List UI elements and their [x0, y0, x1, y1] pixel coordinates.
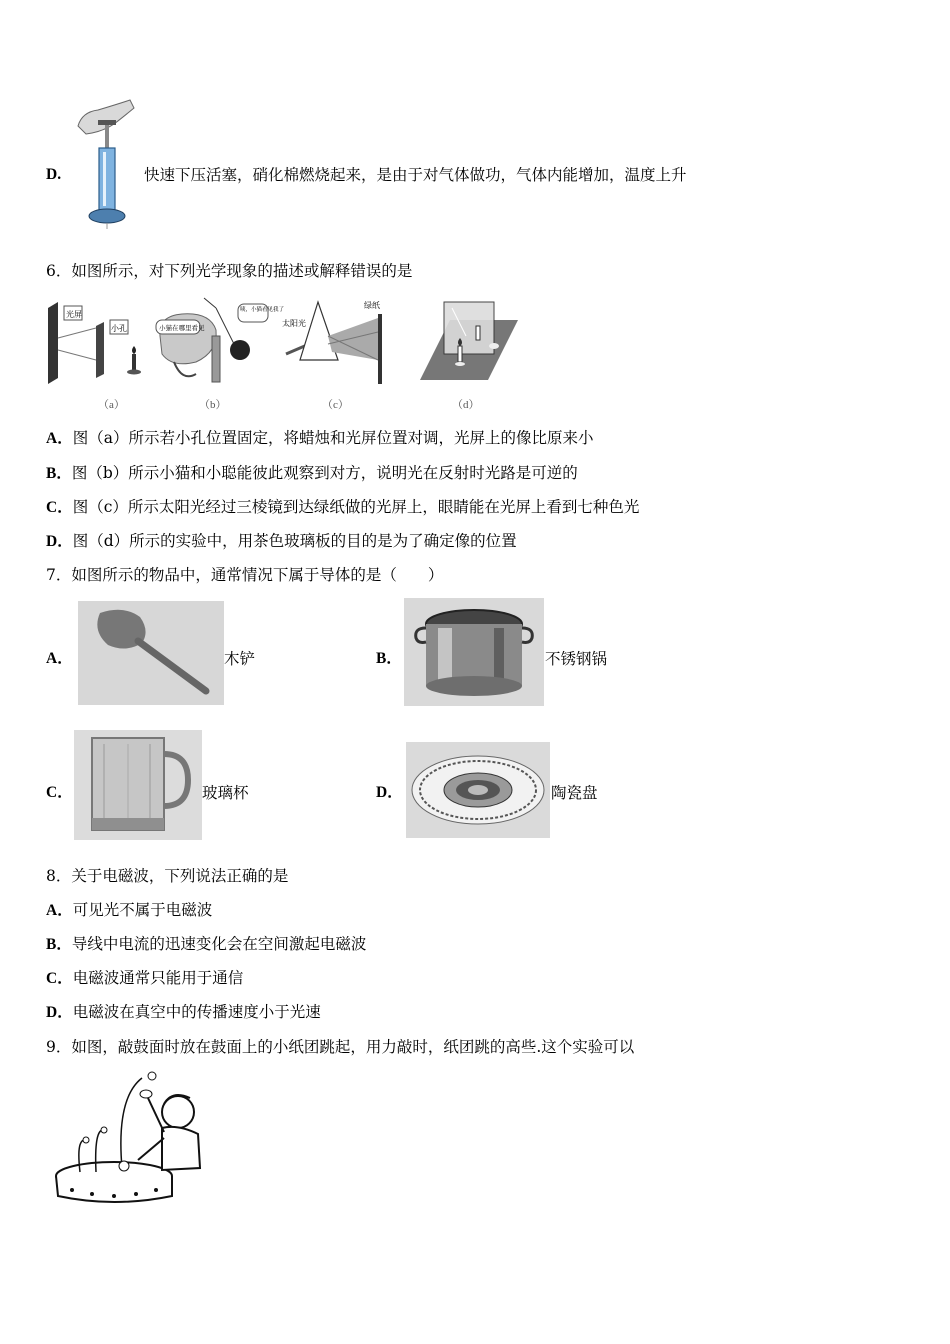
q8-option-c — [46, 968, 243, 989]
q6-fig-b-cat-bubble: 小猫在哪里看见 — [159, 324, 205, 332]
pump-cylinder-figure — [72, 98, 142, 230]
q7-option-c-label: C． — [46, 784, 73, 801]
q6-option-c — [46, 497, 639, 518]
wooden-spatula-photo — [78, 601, 224, 705]
q7-option-a-text: 木铲 — [224, 650, 256, 668]
q8-option-d-text: 电磁波在真空中的传播速度小于光速 — [72, 1003, 321, 1021]
q8-option-b — [46, 934, 366, 955]
q6-stem: 6．如图所示，对下列光学现象的描述或解释错误的是 — [46, 262, 413, 280]
q6-fig-c-sun-label: 太阳光 — [282, 319, 306, 328]
q7-option-a-label: A． — [46, 650, 73, 667]
q8-stem: 8．关于电磁波，下列说法正确的是 — [46, 867, 289, 885]
q8-option-a-text: 可见光不属于电磁波 — [72, 901, 213, 919]
q9-stem: 9．如图，敲鼓面时放在鼓面上的小纸团跳起，用力敲时，纸团跳的高些.这个实验可以 — [46, 1038, 635, 1056]
q7-option-d-label: D． — [376, 784, 403, 801]
stainless-pot-photo — [404, 598, 544, 706]
q6-option-d — [46, 531, 517, 552]
q6-figure-a-pinhole — [44, 298, 144, 386]
q5-option-d-label: D. — [46, 166, 62, 183]
q6-option-b-label: B． — [46, 465, 72, 482]
q6-caption-a: （a） — [98, 399, 125, 411]
q6-fig-a-hole-label: 小孔 — [111, 324, 127, 333]
q7-option-b-text: 不锈钢锅 — [545, 650, 608, 668]
q8-option-c-label: C． — [46, 970, 73, 987]
glass-mug-photo — [74, 730, 202, 840]
q6-caption-c: （c） — [322, 399, 349, 411]
q8-option-b-label: B． — [46, 936, 72, 953]
q8-option-d-label: D． — [46, 1004, 73, 1021]
q8-option-d — [46, 1002, 321, 1023]
q6-fig-a-screen-label: 光屏 — [66, 310, 82, 319]
q6-option-a-text: 图（a）所示若小孔位置固定，将蜡烛和光屏位置对调，光屏上的像比原来小 — [72, 429, 594, 447]
q6-option-b — [46, 463, 578, 484]
q6-figure-d-glass-plate — [414, 296, 522, 386]
q6-option-a — [46, 428, 593, 449]
q6-option-a-label: A． — [46, 430, 73, 447]
q6-option-c-text: 图（c）所示太阳光经过三棱镜到达绿纸做的光屏上，眼睛能在光屏上看到七种色光 — [72, 498, 640, 516]
q7-stem: 7．如图所示的物品中，通常情况下属于导体的是（ ） — [46, 566, 444, 584]
q6-caption-b: （b） — [199, 399, 227, 411]
q6-option-b-text: 图（b）所示小猫和小聪能彼此观察到对方，说明光在反射时光路是可逆的 — [71, 464, 578, 482]
q6-option-d-label: D． — [46, 533, 73, 550]
q8-option-a — [46, 900, 212, 921]
q6-figure-b-mirror — [152, 296, 285, 386]
q6-caption-d: （d） — [452, 399, 480, 411]
ceramic-plate-photo — [406, 742, 550, 838]
q6-option-d-text: 图（d）所示的实验中，用茶色玻璃板的目的是为了确定像的位置 — [72, 532, 517, 550]
q7-option-b-label: B． — [376, 650, 402, 667]
q5-option-d-text: 快速下压活塞，硝化棉燃烧起来，是由于对气体做功，气体内能增加，温度上升 — [144, 166, 687, 184]
q6-option-c-label: C． — [46, 499, 73, 516]
q8-option-c-text: 电磁波通常只能用于通信 — [72, 969, 244, 987]
q7-option-d-text: 陶瓷盘 — [551, 784, 598, 802]
q6-fig-b-boy-bubble: 咦，小猫看见我了 — [240, 307, 285, 313]
q6-figure-c-prism — [280, 298, 390, 386]
q7-option-c-text: 玻璃杯 — [202, 784, 249, 802]
q8-option-b-text: 导线中电流的迅速变化会在空间激起电磁波 — [71, 935, 367, 953]
q6-fig-c-paper-label: 绿纸 — [364, 301, 380, 310]
q8-option-a-label: A． — [46, 902, 73, 919]
drum-experiment-figure — [52, 1068, 204, 1202]
